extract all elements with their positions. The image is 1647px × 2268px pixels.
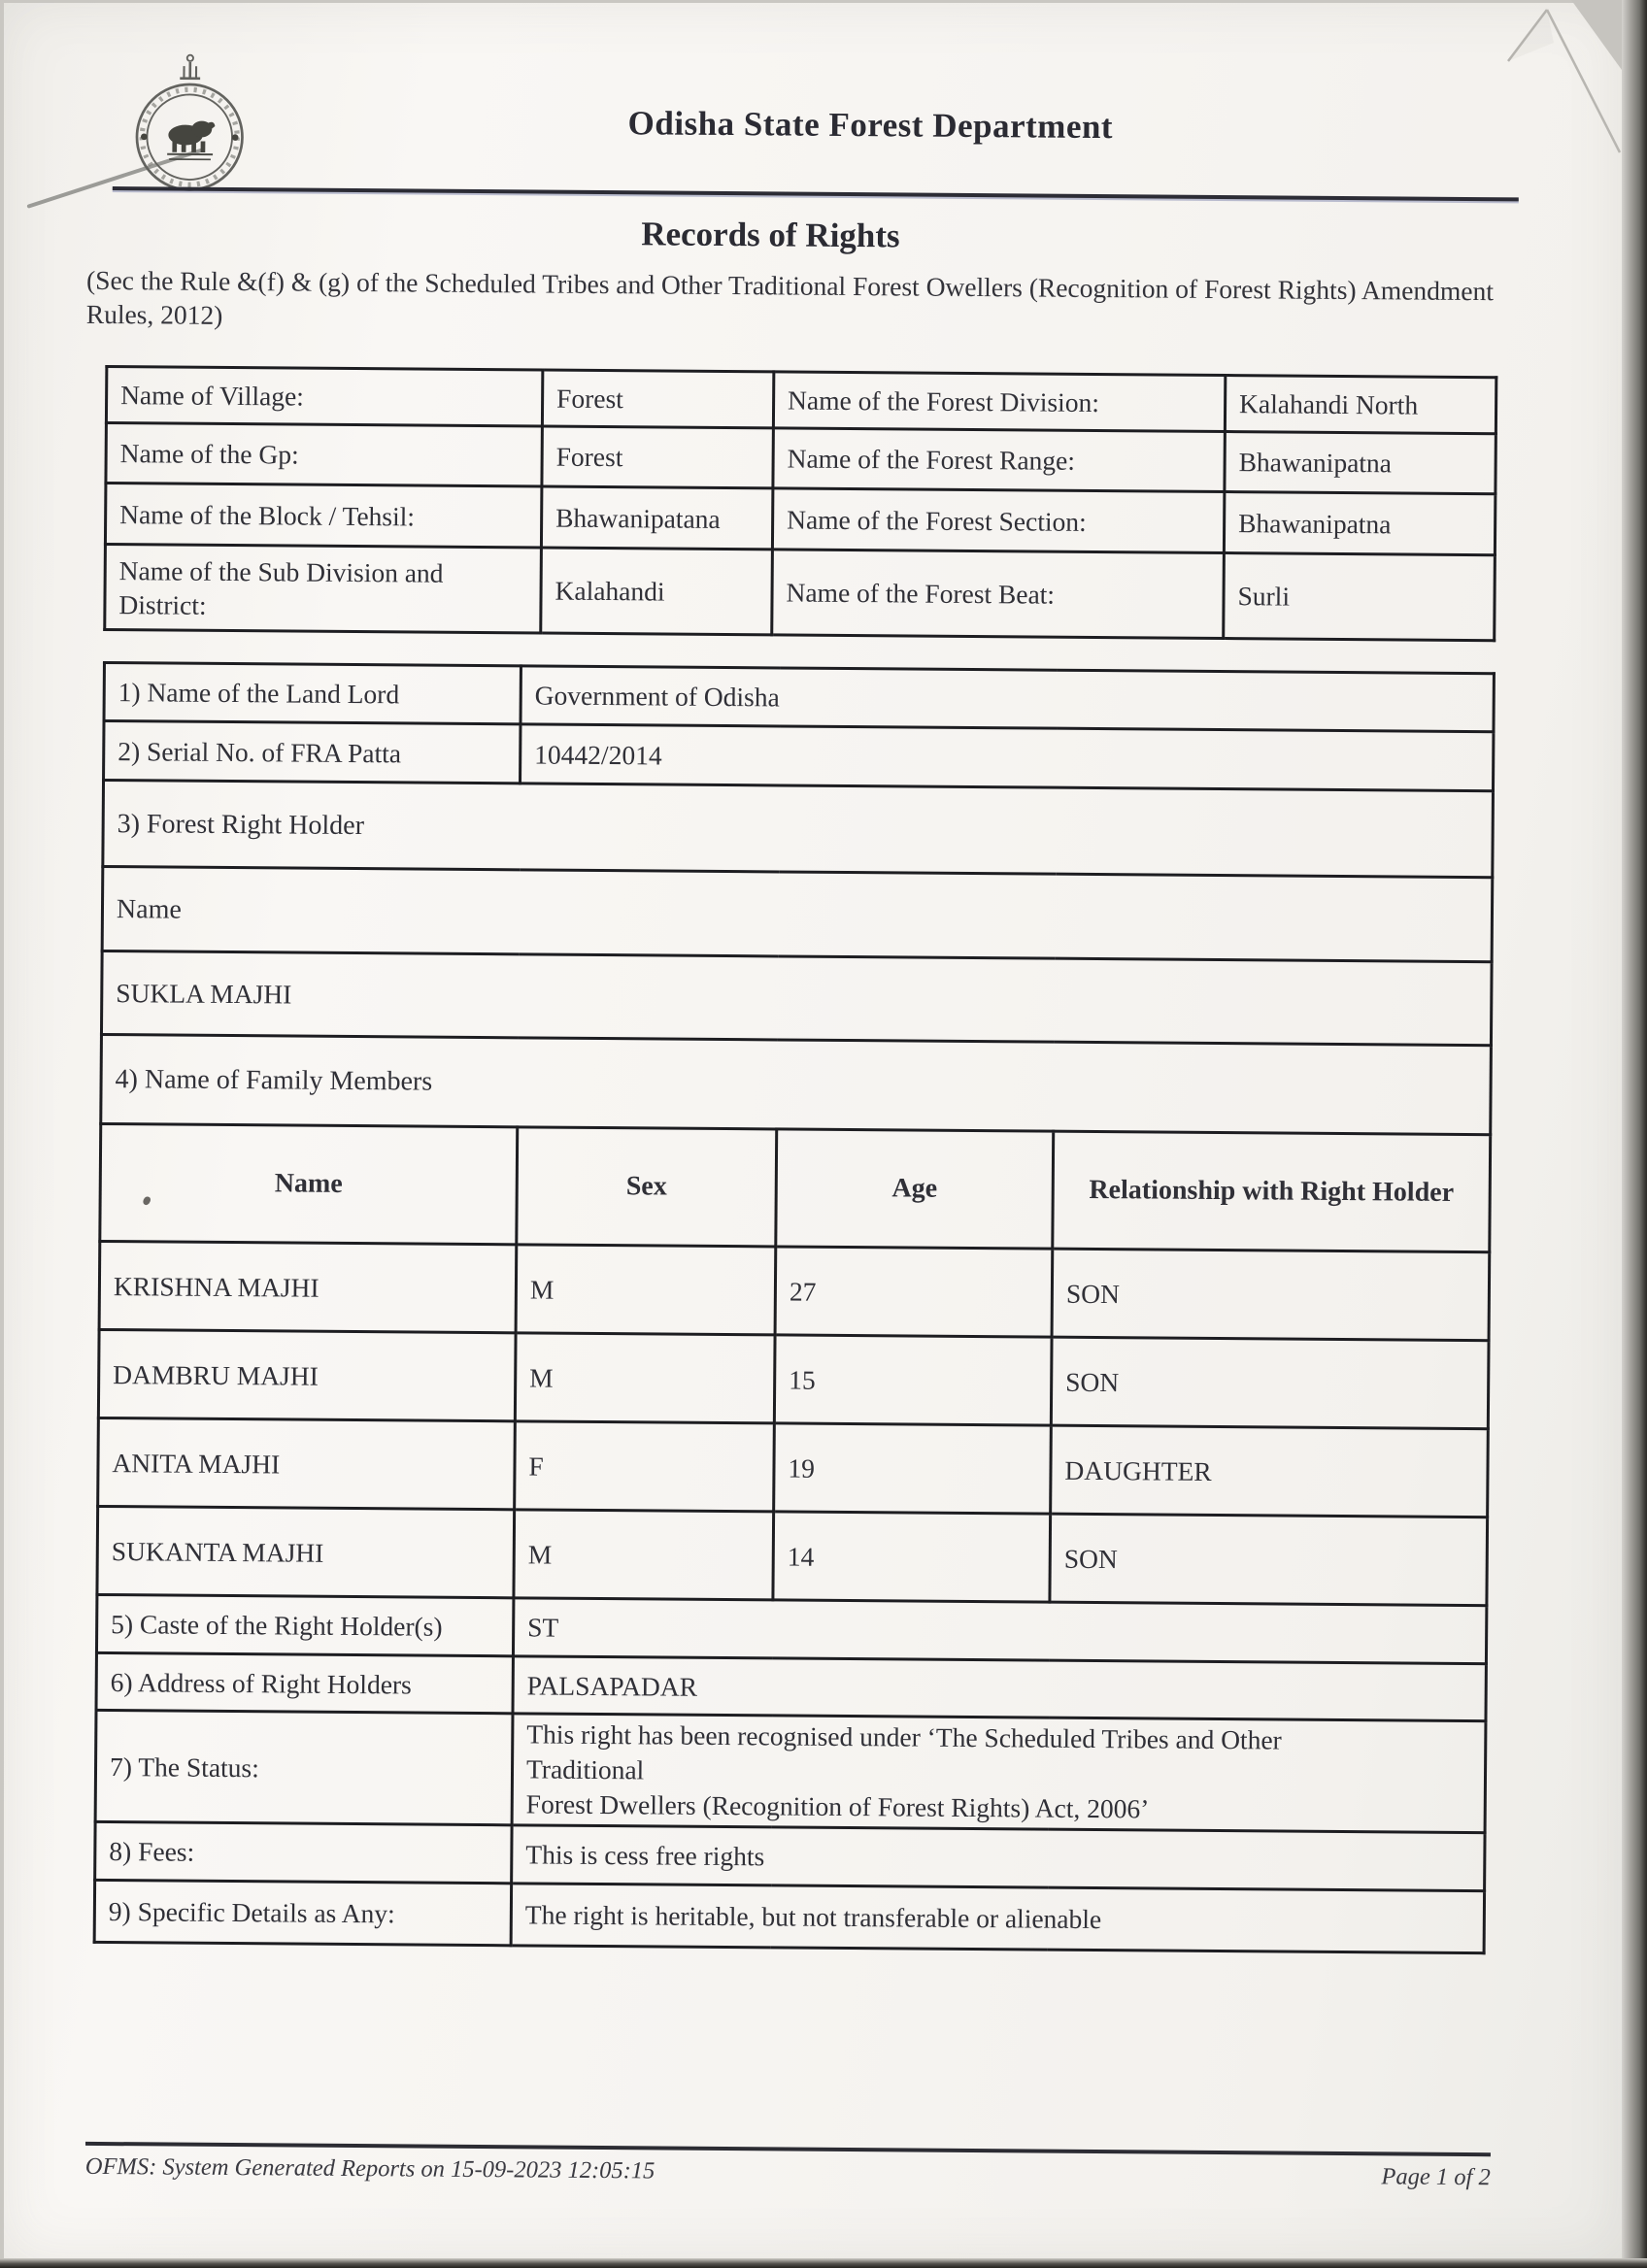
gp-value: Forest — [542, 426, 773, 488]
family-name-header: Name — [100, 1123, 518, 1244]
fees-value: This is cess free rights — [512, 1825, 1485, 1891]
document-subtitle: (Sec the Rule &(f) & (g) of the Scheduled Tribes and Other Traditional Forest Owellers (Recognition of Forest Rights) Amendment Rules, 2012) — [85, 264, 1495, 330]
department-title: Odisha State Forest Department — [627, 104, 1114, 147]
family-member-sex: M — [514, 1510, 774, 1600]
family-member-sex: F — [515, 1421, 775, 1512]
document-title: Records of Rights — [641, 215, 900, 255]
caste-label: 5) Caste of the Right Holder(s) — [96, 1594, 513, 1655]
name-section-label: Name — [102, 866, 1493, 961]
family-member-age: 19 — [774, 1423, 1052, 1514]
fra-patta-serial-value: 10442/2014 — [521, 724, 1494, 791]
family-member-name: SUKANTA MAJHI — [97, 1506, 515, 1597]
sub-division-value: Kalahandi — [541, 548, 773, 635]
table-row — [104, 720, 1494, 790]
forest-range-value: Bhawanipatna — [1225, 432, 1496, 494]
table-row — [102, 866, 1493, 961]
page-footer — [85, 2142, 1491, 2191]
village-value: Forest — [542, 370, 773, 428]
rights-record-table — [93, 661, 1496, 1954]
specific-details-value: The right is heritable, but not transferable or alienable — [511, 1884, 1484, 1953]
scan-edge-right — [1622, 0, 1647, 2268]
address-value: PALSAPADAR — [513, 1656, 1486, 1721]
family-member-name: DAMBRU MAJHI — [98, 1329, 516, 1420]
family-member-relationship: SON — [1051, 1337, 1489, 1429]
family-member-row — [98, 1329, 1489, 1428]
table-row — [104, 662, 1494, 731]
family-member-age: 15 — [774, 1335, 1052, 1425]
family-member-row — [99, 1241, 1490, 1340]
village-label: Name of Village: — [106, 366, 542, 426]
table-row — [96, 1594, 1486, 1663]
family-member-sex: M — [515, 1333, 775, 1423]
family-relationship-header: Relationship with Right Holder — [1053, 1131, 1491, 1252]
forest-division-value: Kalahandi North — [1225, 376, 1496, 434]
forest-section-label: Name of the Forest Section: — [772, 488, 1224, 553]
family-member-row — [98, 1418, 1489, 1517]
family-members-section-label: 4) Name of Family Members — [101, 1034, 1492, 1134]
table-row — [95, 1821, 1485, 1890]
family-member-relationship: SON — [1050, 1514, 1488, 1606]
table-row — [103, 780, 1494, 877]
page-number: Page 1 of 2 — [1381, 2163, 1491, 2191]
family-member-relationship: SON — [1052, 1249, 1490, 1341]
family-member-age: 14 — [773, 1512, 1051, 1602]
status-value — [512, 1714, 1486, 1833]
status-line: Forest Dwellers (Recognition of Forest Rights) Act, 2006’ — [525, 1788, 1150, 1824]
caste-value: ST — [513, 1598, 1486, 1664]
block-tehsil-label: Name of the Block / Tehsil: — [105, 483, 541, 548]
family-table-header-row — [100, 1123, 1491, 1251]
table-row — [105, 483, 1495, 554]
table-row — [101, 1034, 1492, 1134]
generated-report-note: OFMS: System Generated Reports on 15-09-2023 12:05:15 — [84, 2152, 655, 2185]
forest-beat-label: Name of the Forest Beat: — [772, 550, 1225, 639]
status-line: This right has been recognised under ‘The Scheduled Tribes and Other — [526, 1718, 1282, 1755]
right-holder-name: SUKLA MAJHI — [101, 951, 1492, 1045]
status-label: 7) The Status: — [95, 1710, 513, 1824]
gp-label: Name of the Gp: — [106, 422, 542, 486]
family-member-row — [97, 1506, 1488, 1605]
family-member-sex: M — [516, 1245, 776, 1335]
table-row — [95, 1710, 1486, 1832]
address-label: 6) Address of Right Holders — [96, 1652, 513, 1713]
header-divider-line — [113, 186, 1519, 201]
scan-edge-bottom — [0, 2258, 1647, 2268]
forest-beat-value: Surli — [1224, 553, 1496, 641]
table-row — [106, 422, 1496, 493]
family-member-name: KRISHNA MAJHI — [99, 1241, 517, 1332]
family-member-name: ANITA MAJHI — [98, 1418, 516, 1509]
family-member-relationship: DAUGHTER — [1051, 1425, 1489, 1518]
sub-division-label: Name of the Sub Division and District: — [105, 544, 542, 633]
table-row — [101, 951, 1492, 1045]
specific-details-label: 9) Specific Details as Any: — [94, 1880, 511, 1945]
forest-division-label: Name of the Forest Division: — [773, 372, 1225, 432]
forest-section-value: Bhawanipatna — [1224, 492, 1495, 555]
land-lord-value: Government of Odisha — [521, 666, 1494, 732]
block-tehsil-value: Bhawanipatana — [541, 486, 772, 550]
forest-right-holder-section-label: 3) Forest Right Holder — [103, 780, 1494, 877]
location-info-table — [103, 365, 1497, 642]
status-line: Traditional — [525, 1753, 645, 1785]
table-row — [105, 544, 1496, 640]
family-age-header: Age — [776, 1129, 1054, 1249]
fees-label: 8) Fees: — [95, 1821, 512, 1883]
family-member-age: 27 — [775, 1247, 1053, 1337]
forest-range-label: Name of the Forest Range: — [773, 428, 1225, 492]
land-lord-label: 1) Name of the Land Lord — [104, 662, 521, 723]
table-row — [94, 1880, 1484, 1952]
fra-patta-serial-label: 2) Serial No. of FRA Patta — [104, 720, 521, 783]
family-sex-header: Sex — [517, 1127, 777, 1247]
